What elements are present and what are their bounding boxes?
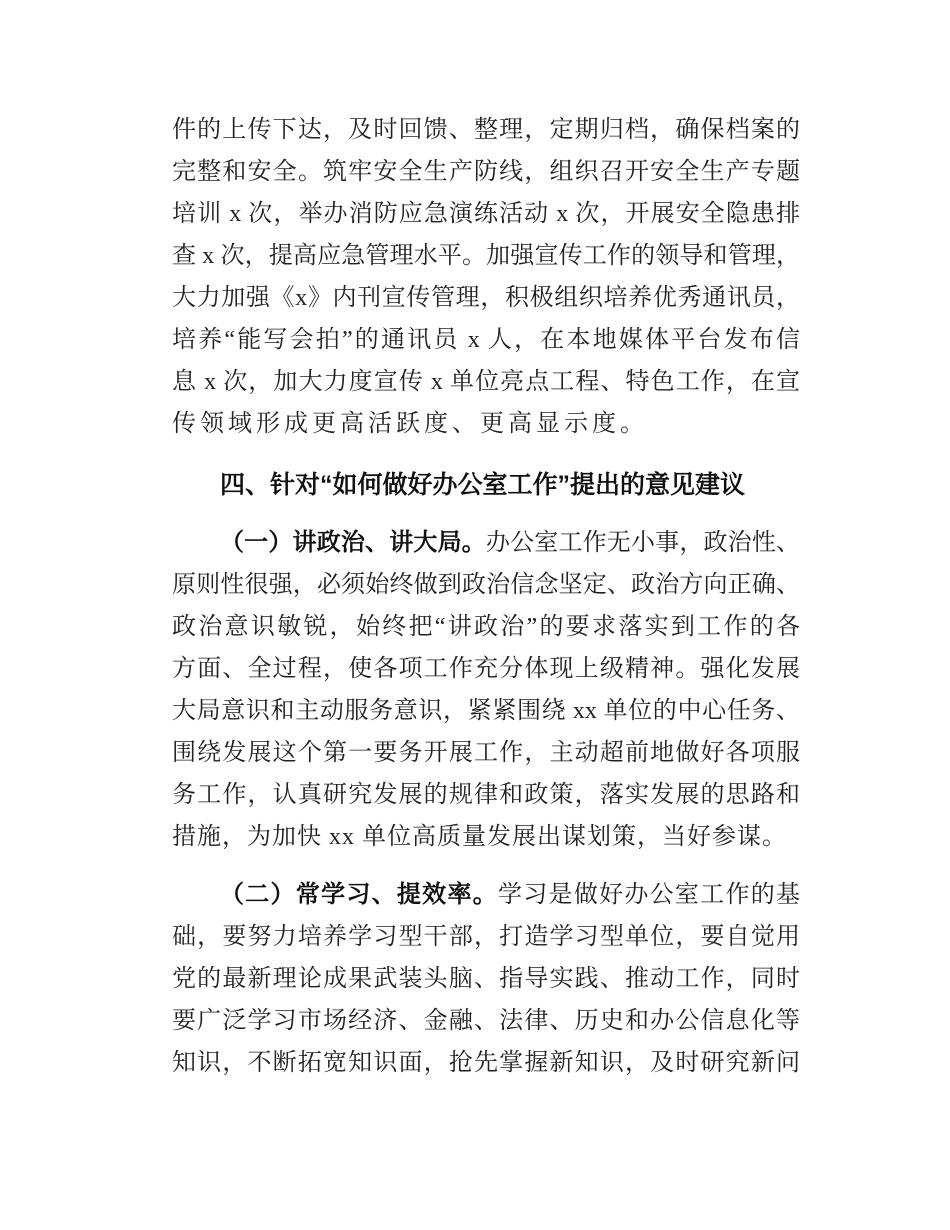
text-line: 查 x 次，提高应急管理水平。加强宣传工作的领导和管理，	[172, 243, 800, 269]
text-line: 础，要努力培养学习型干部，打造学习型单位，要自觉用	[172, 924, 800, 950]
text-line: 方面、全过程，使各项工作充分体现上级精神。强化发展	[172, 656, 800, 682]
text-line: 完整和安全。筑牢安全生产防线，组织召开安全生产专题	[172, 159, 800, 185]
text-line	[172, 522, 800, 564]
section-4-heading: 四、针对“如何做好办公室工作”提出的意见建议	[220, 471, 746, 499]
text-line: 培训 x 次，举办消防应急演练活动 x 次，开展安全隐患排	[172, 201, 800, 227]
text-line: 务工作，认真研究发展的规律和政策，落实发展的思路和	[172, 782, 800, 808]
text-line: 件的上传下达，及时回馈、整理，定期归档，确保档案的	[172, 117, 800, 143]
text-line: 大力加强《x》内刊宣传管理，积极组织培养优秀通讯员，	[172, 285, 800, 311]
text-run: 学习是做好办公室工作的基	[498, 882, 800, 908]
text-line: 要广泛学习市场经济、金融、法律、历史和办公信息化等	[172, 1008, 800, 1034]
paragraph-two	[172, 874, 800, 1084]
text-line	[172, 874, 800, 916]
text-line: 政治意识敏锐，始终把“讲政治”的要求落实到工作的各	[172, 614, 800, 640]
text-line: 措施，为加快 xx 单位高质量发展出谋划策，当好参谋。	[172, 824, 787, 850]
text-line: 围绕发展这个第一要务开展工作，主动超前地做好各项服	[172, 740, 800, 766]
text-line: 培养“能写会拍”的通讯员 x 人，在本地媒体平台发布信	[172, 327, 800, 353]
text-line: 原则性很强，必须始终做到政治信念坚定、政治方向正确、	[172, 572, 800, 598]
carryover-paragraph	[172, 109, 800, 445]
text-run: 办公室工作无小事，政治性、	[485, 530, 801, 556]
page-text-content	[172, 109, 800, 1084]
text-line: 传领域形成更高活跃度、更高显示度。	[172, 411, 648, 437]
subheading-lead: （二）常学习、提效率。	[220, 881, 498, 908]
text-line: 知识，不断拓宽知识面，抢先掌握新知识，及时研究新问	[172, 1050, 800, 1076]
paragraph-one	[172, 522, 800, 858]
text-line: 党的最新理论成果武装头脑、指导实践、推动工作，同时	[172, 966, 800, 992]
subheading-lead: （一）讲政治、讲大局。	[220, 529, 486, 556]
text-line: 大局意识和主动服务意识，紧紧围绕 xx 单位的中心任务、	[172, 698, 800, 724]
text-line: 息 x 次，加大力度宣传 x 单位亮点工程、特色工作，在宣	[172, 369, 800, 395]
